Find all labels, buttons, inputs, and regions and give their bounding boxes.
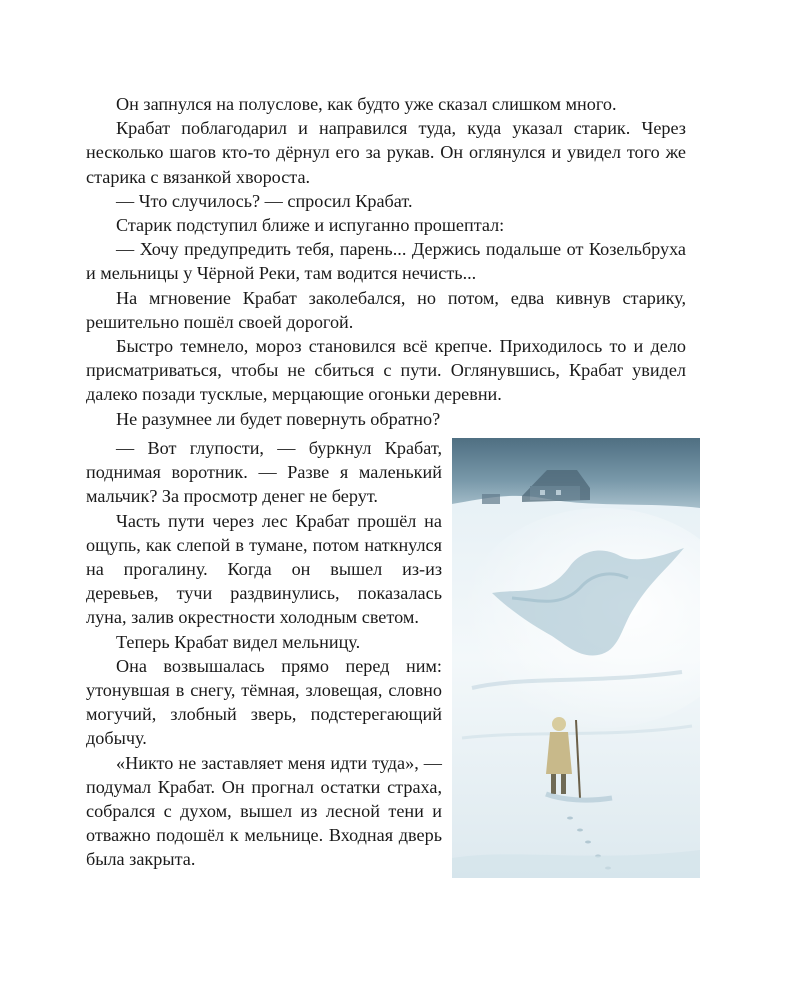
paragraph: — Что случилось? — спросил Крабат. [116,190,413,211]
paragraph: Не разумнее ли будет повернуть обратно? [116,408,441,429]
paragraph: На мгновение Крабат заколебался, но потом, едва кивнув старику, решительно пошёл своей дорогой. [86,287,686,332]
paragraph: Быстро темнело, мороз становился всё крепче. Приходилось то и дело присматриваться, чтобы не сбиться с пути. Оглянувшись, Крабат увидел далеко позади тусклые, мерцающие огоньки деревни. [86,336,686,405]
paragraph: Теперь Крабат видел мельницу. [116,631,361,652]
paragraph: «Никто не заставляет меня идти туда», — подумал Крабат. Он прогнал остатки страха, собрался с духом, вышел из лесной тени и отважно подошёл к мельнице. Входная дверь была закрыта. [86,752,442,870]
paragraph: Он запнулся на полуслове, как будто уже сказал слишком много. [116,94,617,114]
paragraph: Старик подступил ближе и испуганно прошептал: [116,215,505,236]
paragraph: Часть пути через лес Крабат прошёл на ощупь, как слепой в тумане, потом наткнулся на прогалину. Когда он вышел из-из деревьев, тучи раздвинулись, показалась луна, залив окрестности холодным светом. [86,510,442,628]
paragraph: — Хочу предупредить тебя, парень... Держись подальше от Козельбруха и мельницы у Чёрной Реки, там водится нечисть... [86,239,686,284]
wrapped-text-column [86,436,442,872]
paragraph: Крабат поблагодарил и направился туда, куда указал старик. Через несколько шагов кто-то дёрнул его за рукав. Он оглянулся и увидел того же старика с вязанкой хвороста. [86,118,686,187]
snow-mill-illustration [452,438,700,878]
paragraph: — Вот глупости, — буркнул Крабат, поднимая воротник. — Разве я маленький мальчик? За просмотр денег не берут. [86,438,442,507]
body-text [86,92,686,431]
paragraph: Она возвышалась прямо перед ним: утонувшая в снегу, тёмная, зловещая, словно могучий, злобный зверь, подстерегающий добычу. [86,655,442,749]
